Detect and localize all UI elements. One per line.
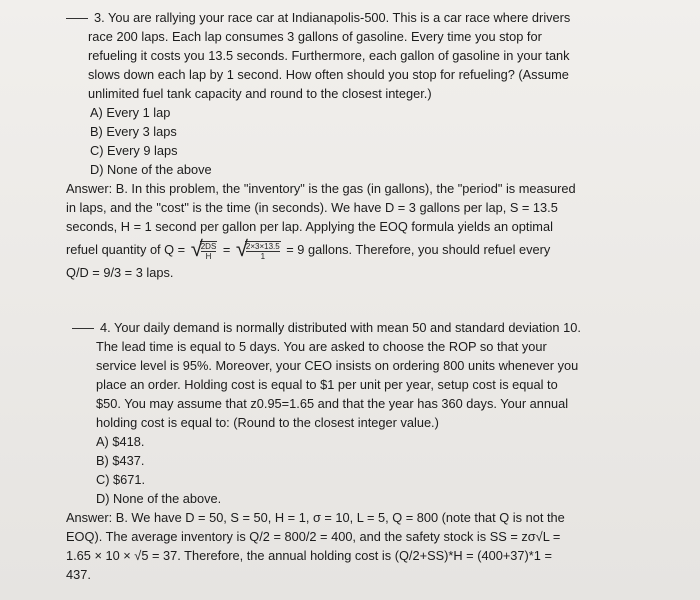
answer-blank xyxy=(66,18,88,19)
question-3-line-3: refueling it costs you 13.5 seconds. Furthermore, each gallon of gasoline in your tank xyxy=(88,48,570,63)
choice-b: B) Every 3 laps xyxy=(90,124,177,139)
choice-c: C) $671. xyxy=(96,472,146,487)
choice-d: D) None of the above. xyxy=(96,491,222,506)
answer-3-last-line: Q/D = 9/3 = 3 laps. xyxy=(66,264,174,280)
formula-equals: = xyxy=(222,242,231,257)
question-4-choices xyxy=(96,432,668,508)
question-3-line-5: unlimited fuel tank capacity and round to the closest integer.) xyxy=(88,86,432,101)
question-3-line-1: 3. You are rallying your race car at Indianapolis-500. This is a car race where drivers xyxy=(66,8,670,27)
answer-4-line-1: Answer: B. We have D = 50, S = 50, H = 1, σ = 10, L = 5, Q = 800 (note that Q is not the xyxy=(66,510,565,525)
sqrt-2ds-over-h: √ $\frac{2DS}{H}$ xyxy=(190,235,217,261)
formula-prefix: refuel quantity of Q = xyxy=(66,242,186,257)
choice-a: A) $418. xyxy=(96,434,145,449)
answer-3-formula-line xyxy=(66,235,670,261)
answer-4-line-2: EOQ). The average inventory is Q/2 = 800/2 = 400, and the safety stock is SS = zσ√L = xyxy=(66,529,561,544)
question-4-line-4: place an order. Holding cost is equal to $1 per unit per year, setup cost is equal to xyxy=(96,377,558,392)
answer-blank xyxy=(72,328,94,329)
answer-3-line-2: in laps, and the "cost" is the time (in seconds). We have D = 3 gallons per lap, S = 13.5 xyxy=(66,200,558,215)
question-3-line-4: slows down each lap by 1 second. How often should you stop for refueling? (Assume xyxy=(88,67,569,82)
question-3-answer xyxy=(66,179,670,282)
sqrt-numeric: √ $\frac{2\times 3\times 13.5}{1}$ xyxy=(235,235,280,261)
question-4-answer xyxy=(66,508,668,584)
answer-4-line-3: 1.65 × 10 × √5 = 37. Therefore, the annual holding cost is (Q/2+SS)*H = (400+37)*1 = xyxy=(66,548,552,563)
question-4-line-6: holding cost is equal to: (Round to the closest integer value.) xyxy=(96,415,439,430)
answer-3-line-1: Answer: B. In this problem, the "inventory" is the gas (in gallons), the "period" is measured xyxy=(66,181,576,196)
question-4-line-2: The lead time is equal to 5 days. You are asked to choose the ROP so that your xyxy=(96,339,547,354)
question-4-line-1: 4. Your daily demand is normally distributed with mean 50 and standard deviation 10. xyxy=(72,318,668,337)
answer-4-line-4: 437. xyxy=(66,567,91,582)
formula-suffix: = 9 gallons. Therefore, you should refuel every xyxy=(286,242,551,257)
answer-3-line-3: seconds, H = 1 second per gallon per lap. Applying the EOQ formula yields an optimal xyxy=(66,219,553,234)
question-3 xyxy=(66,8,670,282)
question-3-line-2: race 200 laps. Each lap consumes 3 gallons of gasoline. Every time you stop for xyxy=(88,29,542,44)
choice-c: C) Every 9 laps xyxy=(90,143,178,158)
choice-b: B) $437. xyxy=(96,453,145,468)
question-4-line-5: $50. You may assume that z0.95=1.65 and that the year has 360 days. Your annual xyxy=(96,396,569,411)
question-3-choices xyxy=(90,103,670,179)
question-4-line-3: service level is 95%. Moreover, your CEO insists on ordering 800 units whenever you xyxy=(96,358,579,373)
choice-d: D) None of the above xyxy=(90,162,212,177)
question-4 xyxy=(66,318,668,584)
choice-a: A) Every 1 lap xyxy=(90,105,171,120)
